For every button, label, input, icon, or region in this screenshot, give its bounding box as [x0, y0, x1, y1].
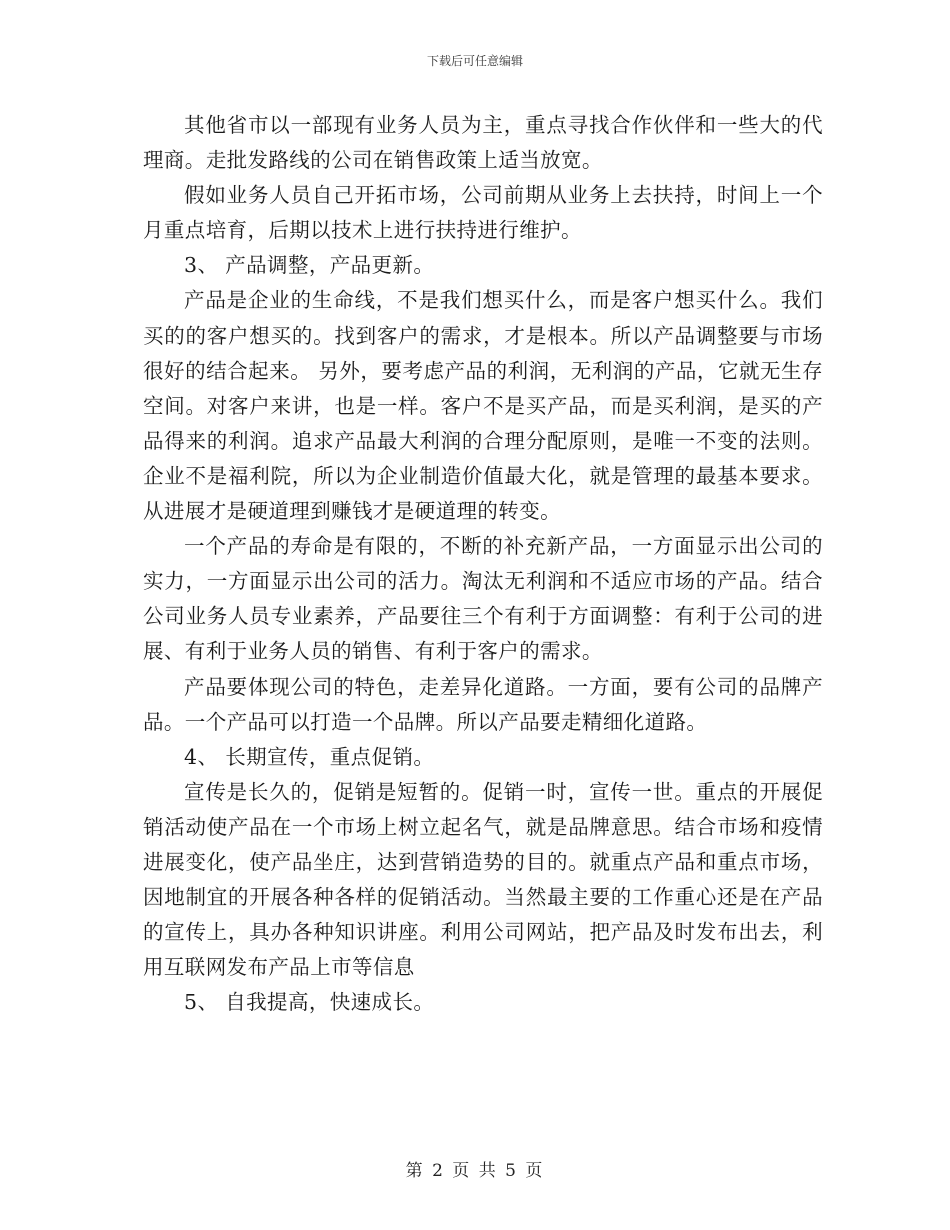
section-heading: 5、 自我提高，快速成长。 — [184, 990, 435, 1015]
paragraph: 产品要体现公司的特色，走差异化道路。一方面，要有公司的品牌产品。一个产品可以打造一个品牌。所以产品要走精细化道路。 — [143, 674, 823, 734]
document-body — [143, 108, 823, 1020]
section-heading: 3、 产品调整，产品更新。 — [184, 253, 435, 278]
page-header: 下载后可任意编辑 — [426, 54, 523, 68]
section-heading: 4、 长期宣传，重点促销。 — [184, 744, 435, 769]
page-footer: 第 2 页 共 5 页 — [405, 1161, 545, 1181]
paragraph: 假如业务人员自己开拓市场，公司前期从业务上去扶持，时间上一个月重点培育，后期以技术上进行扶持进行维护。 — [143, 183, 823, 243]
paragraph: 产品是企业的生命线，不是我们想买什么，而是客户想买什么。我们买的的客户想买的。找到客户的需求，才是根本。所以产品调整要与市场很好的结合起来。 另外，要考虑产品的利润，无利润的产品，它就无生存空间。对客户来讲，也是一样。客户不是买产品，而是买利润，是买的产品得来的利润。追求产品最大利润的合理分配原则，是唯一不变的法则。 企业不是福利院，所以为企业制造价值最大化，就是管理的最基本要求。从进展才是硬道理到赚钱才是硬道理的转变。 — [143, 288, 823, 524]
paragraph: 其他省市以一部现有业务人员为主，重点寻找合作伙伴和一些大的代理商。走批发路线的公司在销售政策上适当放宽。 — [143, 113, 823, 173]
paragraph: 宣传是长久的，促销是短暂的。促销一时，宣传一世。重点的开展促销活动使产品在一个市场上树立起名气，就是品牌意思。结合市场和疫情进展变化，使产品坐庄，达到营销造势的目的。就重点产品和重点市场，因地制宜的开展各种各样的促销活动。当然最主要的工作重心还是在产品的宣传上，具办各种知识讲座。利用公司网站，把产品及时发布出去，利用互联网发布产品上市等信息 — [143, 779, 823, 980]
paragraph: 一个产品的寿命是有限的，不断的补充新产品，一方面显示出公司的实力，一方面显示出公司的活力。淘汰无利润和不适应市场的产品。结合公司业务人员专业素养，产品要往三个有利于方面调整：有利于公司的进展、有利于业务人员的销售、有利于客户的需求。 — [143, 534, 823, 664]
